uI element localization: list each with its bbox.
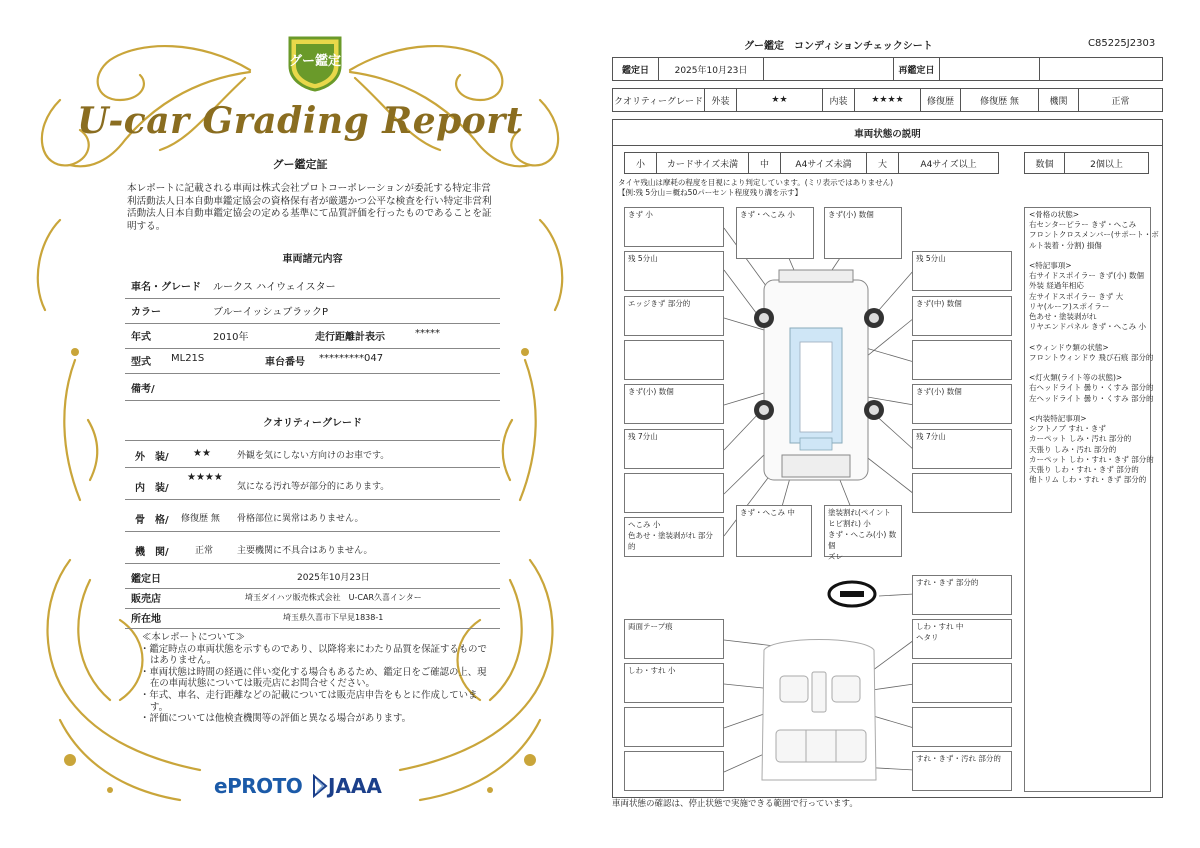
quality-grade-heading: クオリティーグレード [263,418,362,429]
note-line [1029,251,1146,261]
damage-box: 残 5分山 [912,251,1012,291]
engine-value: 正常 [195,546,214,556]
note-line: <灯火類(ライト等の状態)> [1029,373,1123,383]
vehicle-name-value: ルークス ハイウェイスター [213,282,336,293]
vehicle-remarks-row [125,380,500,401]
year-value: 2010年 [213,332,249,343]
damage-box: きず(中) 数個 [912,296,1012,336]
chassis-label: 車台番号 [265,357,305,368]
size-mid: 中 [749,153,781,173]
interior-box [912,663,1012,703]
appraisal-date-row [125,570,500,589]
steering-wheel-icon [829,582,875,606]
report-notes [140,632,495,725]
engine-label: 機 関/ [135,547,169,558]
dealer-row [125,590,500,609]
model-value: ML21S [171,353,205,364]
interior-box [624,707,724,747]
interior-box [624,751,724,791]
interior-box [912,707,1012,747]
chassis-value: *********047 [319,353,384,364]
engine-grade-row [125,536,500,564]
note-line: <内装特記事項> [1029,414,1087,424]
damage-box: きず(小) 数個 [912,384,1012,424]
interior-stars: ★★★★ [187,472,223,483]
color-label: カラー [131,307,161,318]
dealer-value: 埼玉ダイハツ販売株式会社 U-CAR久喜インター [245,593,422,602]
hist-label: 修復歴 [921,89,961,111]
jaaa-logo: JAAA [328,774,382,798]
frame-grade-row [125,504,500,532]
frame-label: 骨 格/ [135,515,169,526]
vehicle-model-row [125,353,500,374]
condition-notes [1024,207,1159,792]
size-large: 大 [867,153,899,173]
appraisal-date-label: 鑑定日 [131,574,161,585]
jaaa-emblem-icon [312,774,328,798]
address-label: 所在地 [131,614,161,625]
int-label: 内装 [823,89,855,111]
int-value: ★★★★ [855,89,921,111]
frame-desc: 骨格部位に異常はありません。 [237,514,364,524]
address-row [125,610,500,629]
note-line [1029,332,1146,342]
note-line: 天張り しわ・すれ・きず 部分的 [1029,465,1139,475]
eng-label: 機関 [1039,89,1079,111]
damage-box: 塗装割れ(ペイントヒビ割れ) 小 きず・へこみ(小) 数個 ズレ [824,505,902,557]
frame-value: 修復歴 無 [181,514,220,524]
model-label: 型式 [131,357,151,368]
appraisal-date-value: 2025年10月23日 [297,573,370,583]
certificate-statement: 本レポートに記載される車両は株式会社プロトコーポレーションが委託する特定非営利活動法人日本自動車鑑定協会の資格保有者が厳選かつ公平な検査を行い特定非営利活動法人日本自動車鑑定協会の定める基準にて品質評価を行ったものであることを証明する。 [127,183,492,232]
count-desc: 2個以上 [1090,159,1123,170]
damage-box: きず・へこみ 小 [736,207,814,259]
note-line: カーペット しみ・汚れ 部分的 [1029,434,1132,444]
note-line: 右ヘッドライト 曇り・くすみ 部分的 [1029,383,1154,393]
goo-kantei-badge-icon [286,32,344,92]
note-line: 他トリム しわ・すれ・きず 部分的 [1029,475,1147,485]
note-line [1029,363,1146,373]
redate-label: 再鑑定日 [894,58,940,80]
note-line: <骨格の状態> [1029,210,1080,219]
note-line: 外装 経過年相応 [1029,281,1084,291]
damage-box: へこみ 小 色あせ・塗装剥がれ 部分的 [624,517,724,557]
damage-box: 残 7分山 [624,429,724,469]
ext-label: 外装 [705,89,737,111]
report-script-title: U-car Grading Report [77,100,523,142]
grade-label: クオリティーグレード [613,89,705,111]
engine-desc: 主要機関に不具合はありません。 [237,546,373,556]
date-value: 2025年10月23日 [659,58,764,80]
dealer-label: 販売店 [131,594,161,605]
interior-box: しわ・すれ 小 [624,663,724,703]
interior-label: 内 装/ [135,483,169,494]
notes-heading: ≪本レポートについて≫ [142,632,245,643]
ext-value: ★★ [737,89,823,111]
note-line: 色あせ・塗装剥がれ [1029,312,1097,322]
tire-note-line: タイヤ残山は摩耗の程度を目視により判定しています。(ミリ表示ではありません) [618,178,894,187]
interior-box: 両面テープ痕 [624,619,724,659]
damage-box: きず 小 [624,207,724,247]
note-line [1029,404,1146,414]
interior-box: すれ・きず 部分的 [912,575,1012,615]
mileage-label: 走行距離計表示 [315,332,385,343]
date-label: 鑑定日 [613,58,659,80]
size-large-desc: A4サイズ以上 [920,159,977,170]
footer-logos [214,772,414,800]
note-line: カーペット しわ・すれ・きず 部分的 [1029,454,1154,464]
condition-check-sheet [604,0,1200,848]
count-label: 数個 [1025,153,1065,173]
note-item: ・鑑定時点の車両状態を示すものであり、以降将来にわたり品質を保証するものではありません。 [140,643,487,667]
vehicle-color-row [125,303,500,324]
note-item: ・車両状態は時間の経過に伴い変化する場合もあるため、鑑定日をご確認の上、現在の車両状態については販売店にお問合せください。 [140,666,487,690]
note-line: 左ヘッドライト 曇り・くすみ 部分的 [1029,393,1154,403]
interior-desc: 気になる汚れ等が部分的にあります。 [237,482,390,492]
note-line: フロントクロスメンバー(サポート・ボ [1029,230,1159,240]
note-line: シフトノブ すれ・きず [1029,424,1106,434]
address-value: 埼玉県久喜市下早見1838-1 [283,613,384,622]
damage-box [624,473,724,513]
damage-box: きず(小) 数個 [624,384,724,424]
note-line: 天張り しみ・汚れ 部分的 [1029,444,1117,454]
panel-title: 車両状態の説明 [613,120,1162,146]
damage-box [624,340,724,380]
note-line: リヤエンドパネル きず・へこみ 小 [1029,322,1146,332]
hist-value: 修復歴 無 [961,89,1039,111]
note-line: リヤ(ルーフ)スポイラー [1029,301,1110,311]
exterior-desc: 外観を気にしない方向けのお車です。 [237,451,390,461]
color-value: ブルーイッシュブラックP [213,307,329,318]
mileage-value: ***** [415,328,440,339]
interior-box: すれ・きず・汚れ 部分的 [912,751,1012,791]
vehicle-spec-heading: 車両諸元内容 [282,254,343,265]
proto-logo: ePROTO [214,774,303,798]
size-small-desc: カードサイズ未満 [657,153,749,173]
damage-box [912,340,1012,380]
exterior-label: 外 装/ [135,452,169,463]
interior-seat-diagram [762,640,876,781]
note-line: フロントウィンドウ 飛び石痕 部分的 [1029,352,1154,362]
note-line: <特記事項> [1029,261,1072,271]
exterior-grade-row [125,440,500,468]
note-line: 右センターピラー きず・へこみ [1029,220,1137,230]
eng-value: 正常 [1111,96,1130,107]
remarks-label: 備考/ [131,384,155,395]
sheet-code: C85225J2303 [1088,38,1156,49]
note-line: 右サイドスポイラー きず(小) 数個 [1029,271,1145,281]
interior-box: しわ・すれ 中 ヘタリ [912,619,1012,659]
vehicle-name-label: 車名・グレード [131,282,201,293]
certificate-title: グー鑑定証 [272,158,328,171]
damage-box: 残 5分山 [624,251,724,291]
tire-note-example: 【例:残 5分山＝概ね50パーセント程度残り溝を示す】 [618,188,803,197]
vehicle-name-row [125,278,500,299]
size-small: 小 [625,153,657,173]
note-line: <ウィンドウ類の状態> [1029,342,1109,352]
damage-box: きず(小) 数個 [824,207,902,259]
note-item: ・年式、車名、走行距離などの記載については販売店申告をもとに作成しています。 [140,689,478,713]
year-label: 年式 [131,332,151,343]
damage-box [912,473,1012,513]
note-line: 左サイドスポイラー きず 大 [1029,291,1124,301]
damage-box: 残 7分山 [912,429,1012,469]
sheet-footer: 車両状態の確認は、停止状態で実施できる範囲で行っています。 [612,799,858,809]
exterior-stars: ★★ [193,448,211,459]
vehicle-year-row [125,328,500,349]
damage-box: きず・へこみ 中 [736,505,812,557]
svg-text:グー鑑定: グー鑑定 [288,54,342,69]
interior-grade-row [125,472,500,500]
sheet-title: グー鑑定 コンディションチェックシート [744,41,933,52]
note-line: ルト装着・分割) 損傷 [1029,240,1102,250]
damage-box: エッジきず 部分的 [624,296,724,336]
size-mid-desc: A4サイズ未満 [781,153,867,173]
note-item: ・評価については他検査機関等の評価と異なる場合があります。 [140,713,411,725]
